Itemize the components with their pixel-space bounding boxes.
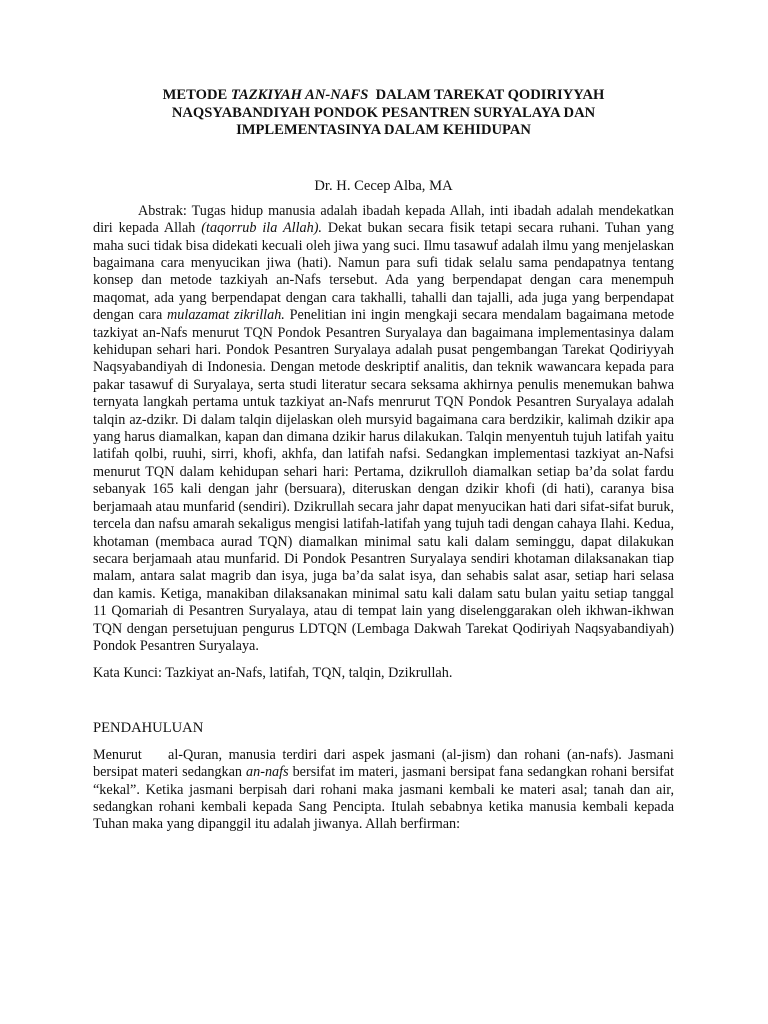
abstract-italic-2: mulazamat zikrillah.	[167, 307, 285, 324]
intro-text-2: bersifat im materi, jasmani bersipat fana sedangkan rohani bersifat “kekal”. Ketika jasmani berpisah dari rohani maka jasmani kembali ke materi asal; tanah dan air, sedangkan rohani kembali kepada Sang Pencipta. Itulah sebabnya ketika manusia kembali kepada Tuhan maka yang dipanggil itu adalah jiwanya. Allah berfirman:	[93, 764, 674, 833]
abstract-paragraph	[93, 203, 674, 656]
intro-italic-1: an-nafs	[246, 764, 289, 781]
keywords: Kata Kunci: Tazkiyat an-Nafs, latifah, TQN, talqin, Dzikrullah.	[93, 665, 453, 682]
section-heading: PENDAHULUAN	[93, 719, 204, 736]
abstract-text-2: Dekat bukan secara fisik tetapi secara ruhani. Tuhan yang maha suci tidak bisa didekati kecuali oleh jiwa yang suci. Ilmu tasawuf adalah ilmu yang menjelaskan bagaimana cara menyucikan jiwa (hati). Namun para sufi tidak selalu sama pendapatnya tentang konsep dan metode tazkiyah an-Nafs tersebut. Ada yang berpendapat dengan cara menempuh maqomat, ada yang berpendapat dengan cara takhalli, tahalli dan tajalli, ada juga yang berpendapat dengan cara	[93, 220, 674, 324]
paper-title	[93, 87, 674, 140]
abstract-text-3: Penelitian ini ingin mengkaji secara mendalam bagaimana metode tazkiyat an-Nafs menurut TQN Pondok Pesantren Suryalaya dan bagaimana implementasinya dalam kehidupan sehari hari. Pondok Pesantren Suryalaya adalah pusat pengembangan Tarekat Qodiriyyah Naqsyabandiyah di Indonesia. Dengan metode deskriptif analitis, dan teknik wawancara kepada para pakar tasawuf di Suryalaya, serta studi literatur secara seksama akhirnya penulis menemukan bahwa ternyata langkah pertama untuk tazkiyat an-Nafs menrurut TQN Pondok Pesantren Suryalaya adalah talqin az-dzikr. Di dalam talqin dijelaskan oleh mursyid bagaimana cara berdzikir, kalimah dzikir apa yang harus diamalkan, kapan dan dimana dzikir harus dilakukan. Talqin menyentuh tujuh latifah yaitu latifah qolbi, ruuhi, sirri, khofi, akhfa, dan latifah nafsi. Sedangkan implementasi tazkiyat an-Nafsi menurut TQN dalam kehidupan sehari hari: Pertama, dzikrulloh diamalkan setiap ba’da solat fardu sebanyak 165 kali dengan jahr (bersuara), diteruskan dengan dzikir khofi (di hati), caranya bisa berjamaah atau munfarid (sendiri). Dzikrullah secara jahr dapat menyucikan hati dari sifat-sifat buruk, tercela dan nafsu amarah sekaligus mengisi latifah-latifah yang tujuh tadi dengan cahaya Ilahi. Kedua, khotaman (membaca aurad TQN) diamalkan minimal satu kali dalam seminggu, dapat dilakukan secara berjamaah atau munfarid. Di Pondok Pesantren Suryalaya sendiri khotaman dilaksanakan tiap malam, antara salat magrib dan isya, juga ba’da salat isya, dan sehabis salat asar, setiap hari selasa dan kamis. Ketiga, manakiban dilaksanakan minimal satu kali dalam satu bulan yaitu setiap tanggal 11 Qomariah di Pesantren Suryalaya, atau di tempat lain yang diselenggarakan oleh ikhwan-ikhwan TQN dengan persetujuan pengurus LDTQN (Lembaga Dakwah Tarekat Qodiriyah Naqsyabandiyah) Pondok Pesantren Suryalaya.	[93, 307, 674, 654]
intro-text-1: Menurut al-Quran, manusia terdiri dari aspek jasmani (al-jism) dan rohani (an-nafs). Jasmani bersipat materi sedangkan	[93, 746, 678, 781]
title-line-1-end: DALAM TAREKAT QODIRIYYAH	[368, 87, 605, 103]
intro-paragraph	[93, 746, 678, 834]
abstract-text-1: Abstrak: Tugas hidup manusia adalah ibadah kepada Allah, inti ibadah adalah mendekatkan diri kepada Allah	[93, 202, 674, 237]
title-line-1	[93, 87, 674, 105]
title-line-2: NAQSYABANDIYAH PONDOK PESANTREN SURYALAYA DAN	[171, 104, 596, 121]
abstract-italic-1: (taqorrub ila Allah).	[201, 220, 322, 237]
title-line-3: IMPLEMENTASINYA DALAM KEHIDUPAN	[236, 122, 531, 139]
title-line-1-start: METODE	[162, 87, 231, 103]
title-italic-term: TAZKIYAH AN-NAFS	[230, 87, 369, 103]
author-name: Dr. H. Cecep Alba, MA	[314, 177, 453, 194]
